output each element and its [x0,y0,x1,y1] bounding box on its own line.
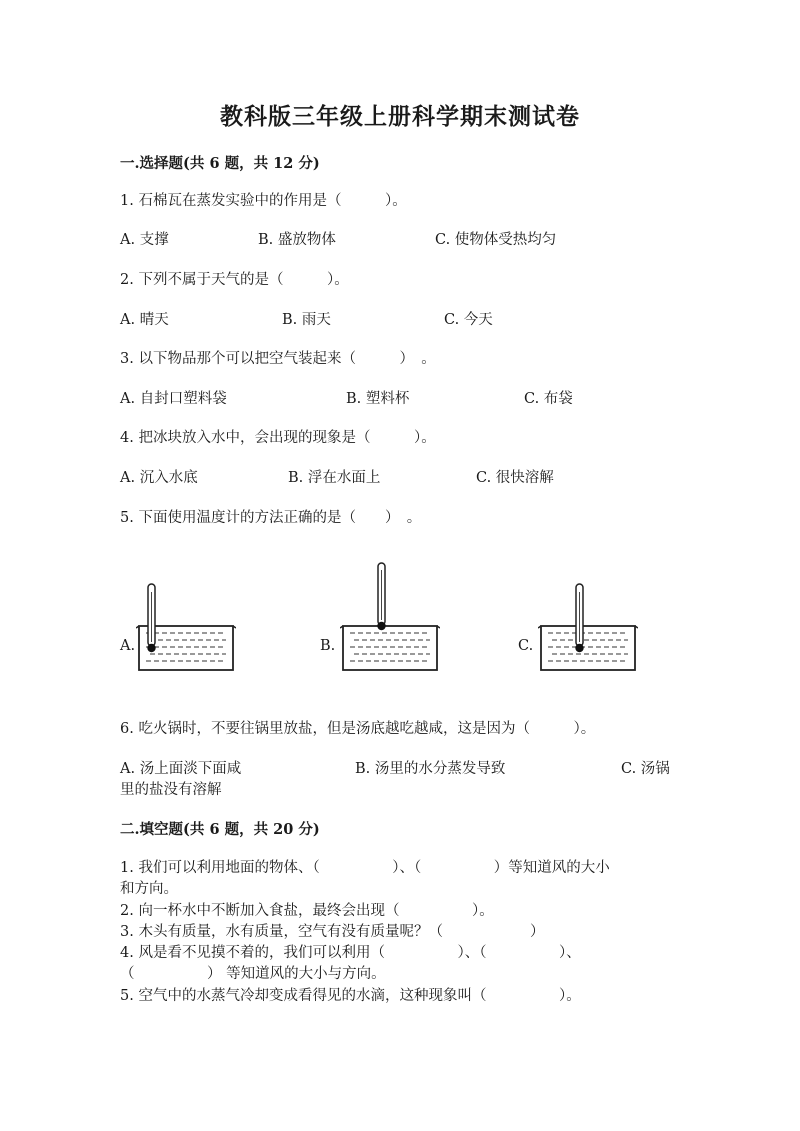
question-3: 3. 以下物品那个可以把空气装起来（ ） 。 [120,351,436,367]
q3-option-a: A. 自封口塑料袋 [120,391,227,407]
q6-option-a: A. 汤上面淡下面咸 [120,761,242,777]
section-heading-choice: 一.选择题(共 6 题，共 12 分) [120,155,320,172]
q2-option-c: C. 今天 [444,312,493,328]
q4-option-a: A. 沉入水底 [120,470,198,486]
q2-option-b: B. 雨天 [282,312,331,328]
q5-figure-label-b: B. [320,638,336,654]
q4-option-b: B. 浮在水面上 [288,470,381,486]
page-title: 教科版三年级上册科学期末测试卷 [220,103,580,130]
question-6: 6. 吃火锅时，不要往锅里放盐，但是汤底越吃越咸，这是因为（ ）。 [120,721,596,737]
fill-line-7: 5. 空气中的水蒸气冷却变成看得见的水滴，这种现象叫（ ）。 [120,988,581,1004]
q6-option-c-continuation: 里的盐没有溶解 [120,782,222,798]
fill-line-6: （ ） 等知道风的大小与方向。 [120,966,386,982]
q5-figure-label-c: C. [518,638,534,654]
fill-line-4: 3. 木头有质量，水有质量，空气有没有质量呢？（ ） [120,924,545,940]
q3-option-b: B. 塑料杯 [346,391,410,407]
q1-option-b: B. 盛放物体 [258,232,336,248]
beaker-thermometer-figure-b [340,560,440,672]
q6-option-b: B. 汤里的水分蒸发导致 [355,761,506,777]
fill-line-2: 和方向。 [120,881,178,897]
fill-line-5: 4. 风是看不见摸不着的，我们可以利用（ ）、（ ）、 [120,945,581,961]
fill-line-1: 1. 我们可以利用地面的物体、（ ）、（ ）等知道风的大小 [120,860,610,876]
q1-option-a: A. 支撑 [120,232,169,248]
question-5: 5. 下面使用温度计的方法正确的是（ ） 。 [120,510,422,526]
q4-option-c: C. 很快溶解 [476,470,554,486]
q5-figure-label-a: A. [120,638,136,654]
q3-option-c: C. 布袋 [524,391,573,407]
section-heading-fill-blank: 二.填空题(共 6 题，共 20 分) [120,821,320,838]
question-4: 4. 把冰块放入水中，会出现的现象是（ ）。 [120,430,436,446]
q2-option-a: A. 晴天 [120,312,169,328]
fill-line-3: 2. 向一杯水中不断加入食盐，最终会出现（ ）。 [120,903,494,919]
question-2: 2. 下列不属于天气的是（ ）。 [120,272,349,288]
q1-option-c: C. 使物体受热均匀 [435,232,557,248]
beaker-thermometer-figure-a [136,580,236,672]
beaker-thermometer-figure-c [538,580,638,672]
q6-option-c: C. 汤锅 [621,761,670,777]
question-1: 1. 石棉瓦在蒸发实验中的作用是（ ）。 [120,193,407,209]
